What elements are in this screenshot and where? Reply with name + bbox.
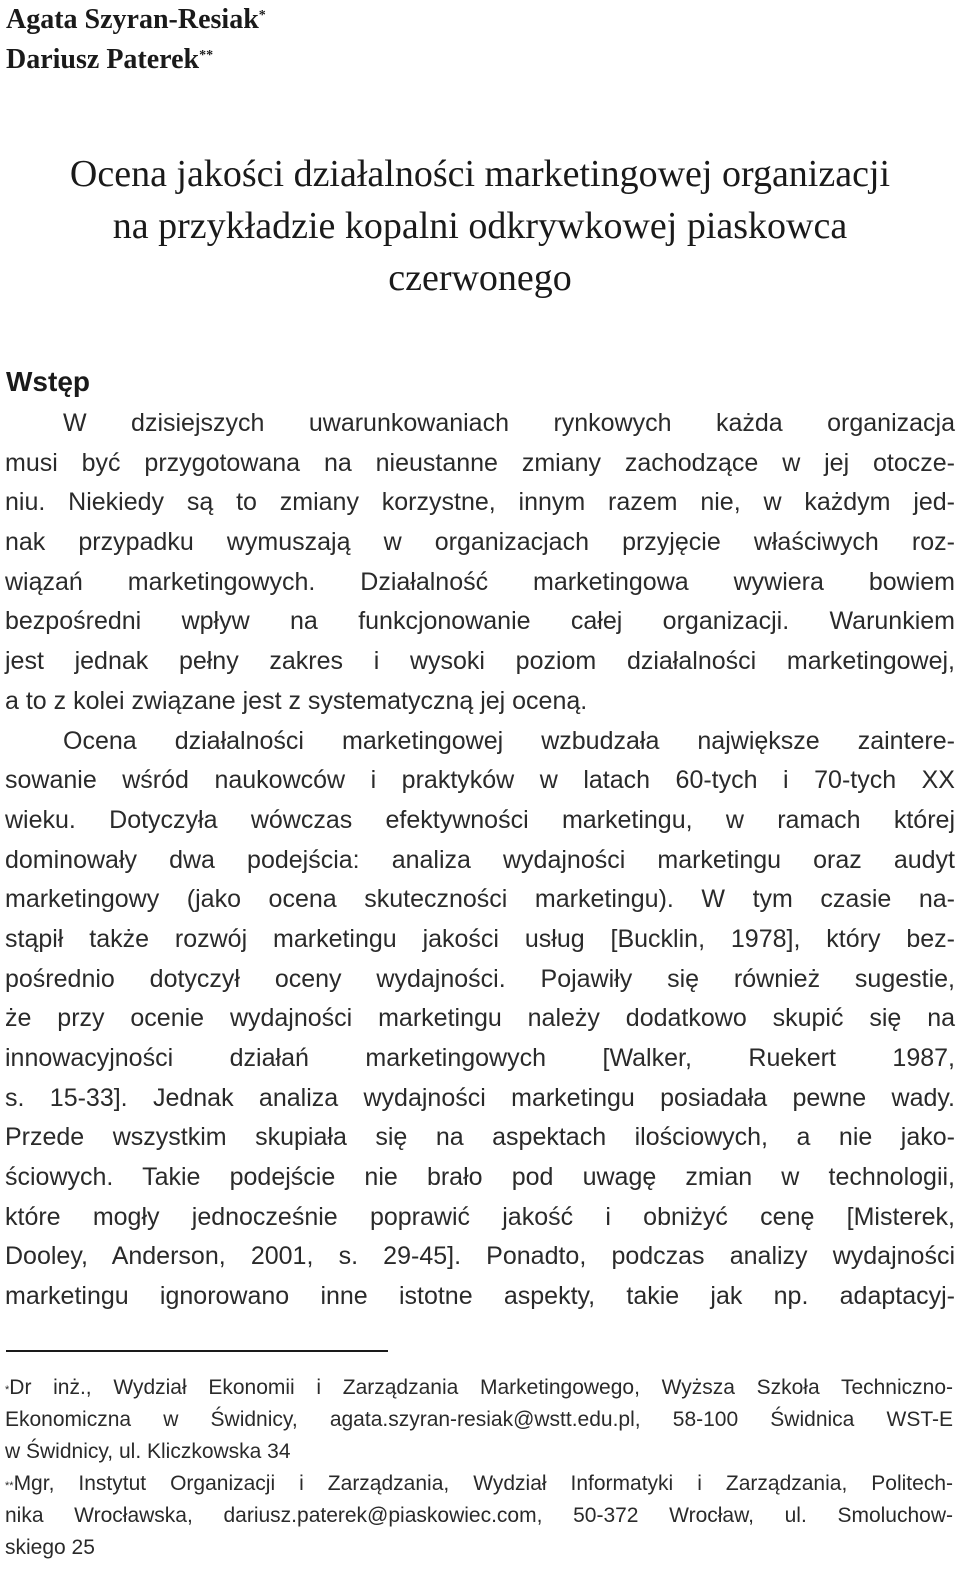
body-line: niu. Niekiedy są to zmiany korzystne, innym razem nie, w każdym jed- bbox=[5, 488, 955, 517]
body-line: musi być przygotowana na nieustanne zmiany zachodzące w jej otocze- bbox=[5, 448, 955, 477]
body-line: Przede wszystkim skupiała się na aspektach ilościowych, a nie jako- bbox=[5, 1123, 955, 1152]
body-line: jest jednak pełny zakres i wysoki poziom działalności marketingowej, bbox=[5, 647, 955, 676]
body-line: ściowych. Takie podejście nie brało pod uwagę zmian w technologii, bbox=[5, 1163, 955, 1192]
footnote-separator bbox=[6, 1350, 388, 1352]
author-name bbox=[6, 40, 266, 80]
body-line: bezpośredni wpływ na funkcjonowanie całej organizacji. Warunkiem bbox=[5, 607, 955, 636]
footnote-line: skiego 25 bbox=[5, 1536, 95, 1559]
footnote-line: w Świdnicy, ul. Kliczkowska 34 bbox=[5, 1440, 291, 1463]
section-heading: Wstęp bbox=[6, 366, 90, 397]
body-line: nak przypadku wymuszają w organizacjach przyjęcie właściwych roz- bbox=[5, 528, 955, 557]
footnotes bbox=[5, 1372, 953, 1564]
title-line: czerwonego bbox=[388, 257, 572, 299]
body-line: Dooley, Anderson, 2001, s. 29-45]. Ponadto, podczas analizy wydajności bbox=[5, 1242, 955, 1271]
body-line: Ocena działalności marketingowej wzbudzała największe zaintere- bbox=[63, 726, 955, 755]
footnote-line: nika Wrocławska, dariusz.paterek@piaskowiec.com, 50-372 Wrocław, ul. Smoluchow- bbox=[5, 1504, 953, 1527]
body-line: że przy ocenie wydajności marketingu należy dodatkowo skupić się na bbox=[5, 1004, 955, 1033]
footnote-mark: ** bbox=[5, 1480, 14, 1492]
body-line: pośrednio dotyczył oceny wydajności. Pojawiły się również sugestie, bbox=[5, 964, 955, 993]
title-line: Ocena jakości działalności marketingowej organizacji bbox=[69, 153, 891, 195]
author-name-text: Dariusz Paterek bbox=[6, 44, 200, 75]
author-footnote-mark: * bbox=[258, 8, 266, 23]
body-line: wieku. Dotyczyła wówczas efektywności marketingu, w ramach której bbox=[5, 805, 955, 834]
body-paragraphs bbox=[5, 404, 955, 1317]
body-line: W dzisiejszych uwarunkowaniach rynkowych każda organizacja bbox=[63, 409, 955, 437]
body-line: marketingowy (jako ocena skuteczności marketingu). W tym czasie na- bbox=[5, 885, 955, 914]
body-line: innowacyjności działań marketingowych [Walker, Ruekert 1987, bbox=[5, 1044, 955, 1072]
body-line: marketingu ignorowano inne istotne aspekty, takie jak np. adaptacyj- bbox=[5, 1282, 955, 1311]
author-name bbox=[6, 0, 266, 40]
footnote-line bbox=[5, 1372, 953, 1404]
footnote-text: Dr inż., Wydział Ekonomii i Zarządzania Marketingowego, Wyższa Szkoła Techniczno- bbox=[9, 1376, 953, 1399]
footnote-line bbox=[5, 1468, 953, 1500]
body-line: a to z kolei związane jest z systematyczną jej oceną. bbox=[5, 686, 588, 715]
body-line: stąpił także rozwój marketingu jakości usług [Bucklin, 1978], który bez- bbox=[5, 924, 955, 953]
body-line: sowanie wśród naukowców i praktyków w latach 60-tych i 70-tych XX bbox=[5, 766, 955, 795]
author-footnote-mark: ** bbox=[199, 48, 214, 63]
footnote-line: Ekonomiczna w Świdnicy, agata.szyran-resiak@wstt.edu.pl, 58-100 Świdnica WST-E bbox=[5, 1408, 953, 1431]
paper-title bbox=[0, 148, 960, 304]
footnote-mark: * bbox=[5, 1384, 10, 1396]
title-line: na przykładzie kopalni odkrywkowej piaskowca bbox=[112, 205, 848, 247]
author-block bbox=[6, 0, 266, 80]
footnote-text: Mgr, Instytut Organizacji i Zarządzania, Wydział Informatyki i Zarządzania, Politech- bbox=[13, 1472, 953, 1495]
body-line: dominowały dwa podejścia: analiza wydajności marketingu oraz audyt bbox=[5, 845, 955, 874]
body-line: s. 15-33]. Jednak analiza wydajności marketingu posiadała pewne wady. bbox=[5, 1083, 955, 1112]
body-line: wiązań marketingowych. Działalność marketingowa wywiera bowiem bbox=[5, 567, 955, 596]
body-line: które mogły jednocześnie poprawić jakość i obniżyć cenę [Misterek, bbox=[5, 1202, 955, 1231]
author-name-text: Agata Szyran-Resiak bbox=[6, 4, 259, 35]
